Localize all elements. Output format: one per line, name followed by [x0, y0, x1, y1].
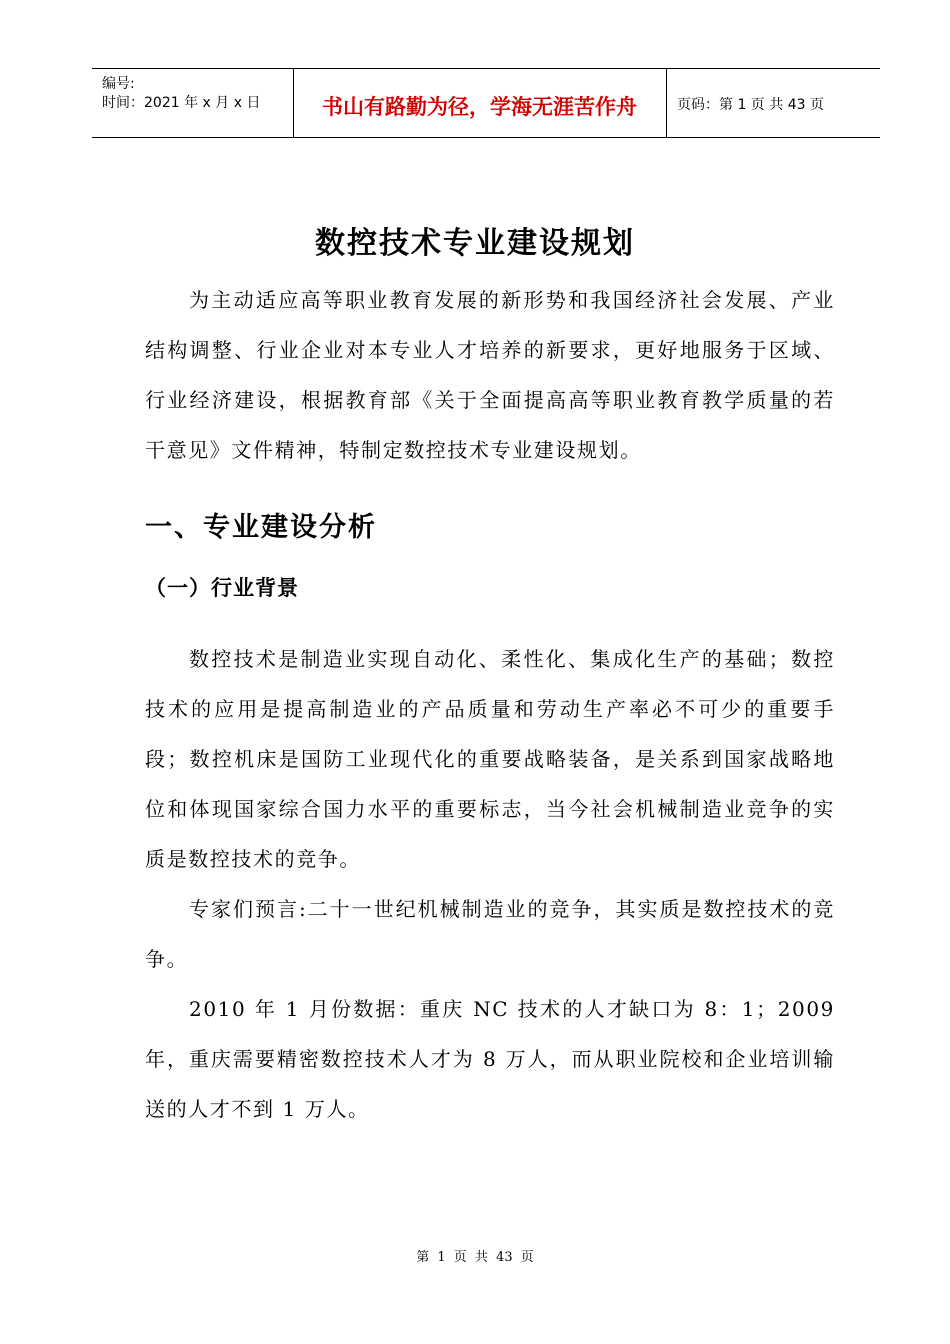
body-paragraph-experts: 专家们预言:二十一世纪机械制造业的竞争，其实质是数控技术的竞争。: [145, 897, 835, 971]
document-time-label: 时间：2021 年 x 月 x 日: [102, 95, 261, 111]
document-title: 数控技术专业建设规划: [315, 226, 635, 261]
header-slogan: 书山有路勤为径，学海无涯苦作舟: [322, 95, 637, 119]
intro-paragraph: 为主动适应高等职业教育发展的新形势和我国经济社会发展、产业结构调整、行业企业对本专业人才培养的新要求，更好地服务于区域、行业经济建设，根据教育部《关于全面提高高等职业教育教学质量的若干意见》文件精神，特制定数控技术专业建设规划。: [145, 288, 835, 462]
header-info-cell: [92, 69, 294, 137]
document-number-label: 编号:: [102, 76, 135, 92]
header-slogan-cell: [293, 69, 667, 137]
header-page-cell: [667, 69, 880, 137]
header-page-info: 页码：第 1 页 共 43 页: [677, 97, 824, 113]
section-heading: 一、专业建设分析: [145, 512, 377, 543]
body-paragraph-data: 2010 年 1 月份数据：重庆 NC 技术的人才缺口为 8：1；2009 年，重庆需要精密数控技术人才为 8 万人，而从职业院校和企业培训输送的人才不到 1 万人。: [145, 997, 835, 1121]
subsection-heading: （一）行业背景: [145, 576, 299, 600]
page-footer: 第 1 页 共 43 页: [416, 1250, 534, 1265]
body-paragraph-industry: 数控技术是制造业实现自动化、柔性化、集成化生产的基础；数控技术的应用是提高制造业的产品质量和劳动生产率必不可少的重要手段；数控机床是国防工业现代化的重要战略装备，是关系到国家战略地位和体现国家综合国力水平的重要标志，当今社会机械制造业竞争的实质是数控技术的竞争。: [145, 647, 835, 871]
document-header: [92, 68, 880, 138]
